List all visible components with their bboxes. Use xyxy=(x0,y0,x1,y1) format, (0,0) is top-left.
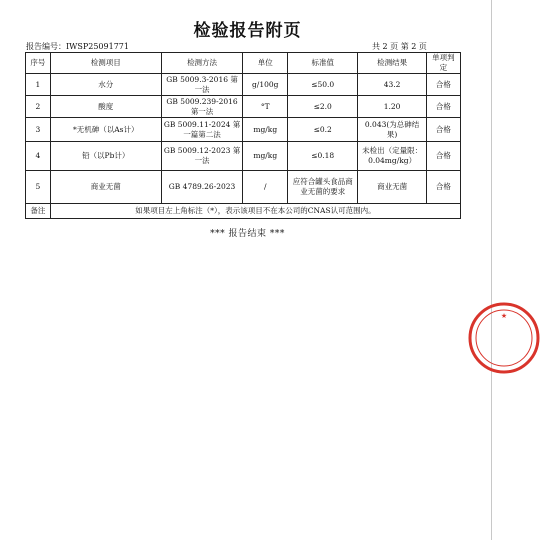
cell-item: 酸度 xyxy=(50,96,161,118)
page-edge xyxy=(491,0,492,540)
report-number-value: IWSP25091771 xyxy=(66,42,129,51)
cell-standard: ≤2.0 xyxy=(288,96,358,118)
cell-no: 2 xyxy=(26,96,51,118)
note-text: 如果项目左上角标注（*），表示该项目不在本公司的CNAS认可范围内。 xyxy=(50,204,460,219)
header-cell: 检测项目 xyxy=(50,53,161,74)
table-row xyxy=(26,118,461,142)
cell-no: 5 xyxy=(26,171,51,204)
cell-no: 3 xyxy=(26,118,51,142)
cell-no: 1 xyxy=(26,74,51,96)
cell-method: GB 5009.12-2023 第一法 xyxy=(161,142,243,171)
cell-method: GB 4789.26-2023 xyxy=(161,171,243,204)
header-cell: 单位 xyxy=(243,53,288,74)
cell-unit: mg/kg xyxy=(243,142,288,171)
cell-standard: 应符合罐头食品商业无菌的要求 xyxy=(288,171,358,204)
cell-item: 水分 xyxy=(50,74,161,96)
cell-item: *无机砷（以As计） xyxy=(50,118,161,142)
note-row xyxy=(26,204,461,219)
cell-judgement: 合格 xyxy=(426,118,460,142)
cell-unit: / xyxy=(243,171,288,204)
results-table xyxy=(25,52,461,219)
note-label: 备注 xyxy=(26,204,51,219)
cell-judgement: 合格 xyxy=(426,171,460,204)
cell-item: 商业无菌 xyxy=(50,171,161,204)
report-number xyxy=(26,41,129,52)
header-row xyxy=(26,53,461,74)
cell-item: 铅（以Pb计） xyxy=(50,142,161,171)
cell-result: 0.043(为总砷结果) xyxy=(358,118,426,142)
report-end-marker: *** 报告结束 *** xyxy=(210,229,285,239)
cell-unit: °T xyxy=(243,96,288,118)
table-row xyxy=(26,171,461,204)
cell-unit: mg/kg xyxy=(243,118,288,142)
header-cell: 标准值 xyxy=(288,53,358,74)
page-info: 共 2 页 第 2 页 xyxy=(372,42,427,51)
cell-judgement: 合格 xyxy=(426,96,460,118)
cell-judgement: 合格 xyxy=(426,142,460,171)
cell-result: 43.2 xyxy=(358,74,426,96)
cell-no: 4 xyxy=(26,142,51,171)
report-number-label: 报告编号： xyxy=(26,42,66,51)
header-cell: 序号 xyxy=(26,53,51,74)
red-seal-stamp xyxy=(466,300,508,376)
cell-judgement: 合格 xyxy=(426,74,460,96)
page-title: 检验报告附页 xyxy=(193,21,302,41)
table-row xyxy=(26,96,461,118)
cell-standard: ≤0.18 xyxy=(288,142,358,171)
svg-text:★: ★ xyxy=(500,312,508,320)
table-row xyxy=(26,74,461,96)
header-cell: 单项判定 xyxy=(426,53,460,74)
table-row xyxy=(26,142,461,171)
cell-method: GB 5009.11-2024 第一篇第二法 xyxy=(161,118,243,142)
cell-result: 1.20 xyxy=(358,96,426,118)
cell-standard: ≤0.2 xyxy=(288,118,358,142)
cell-method: GB 5009.239-2016 第一法 xyxy=(161,96,243,118)
cell-unit: g/100g xyxy=(243,74,288,96)
cell-result: 商业无菌 xyxy=(358,171,426,204)
header-cell: 检测方法 xyxy=(161,53,243,74)
cell-method: GB 5009.3-2016 第一法 xyxy=(161,74,243,96)
seal-stamp-graphic xyxy=(466,300,542,376)
cell-standard: ≤50.0 xyxy=(288,74,358,96)
header-cell: 检测结果 xyxy=(358,53,426,74)
cell-result: 未检出（定量限：0.04mg/kg） xyxy=(358,142,426,171)
